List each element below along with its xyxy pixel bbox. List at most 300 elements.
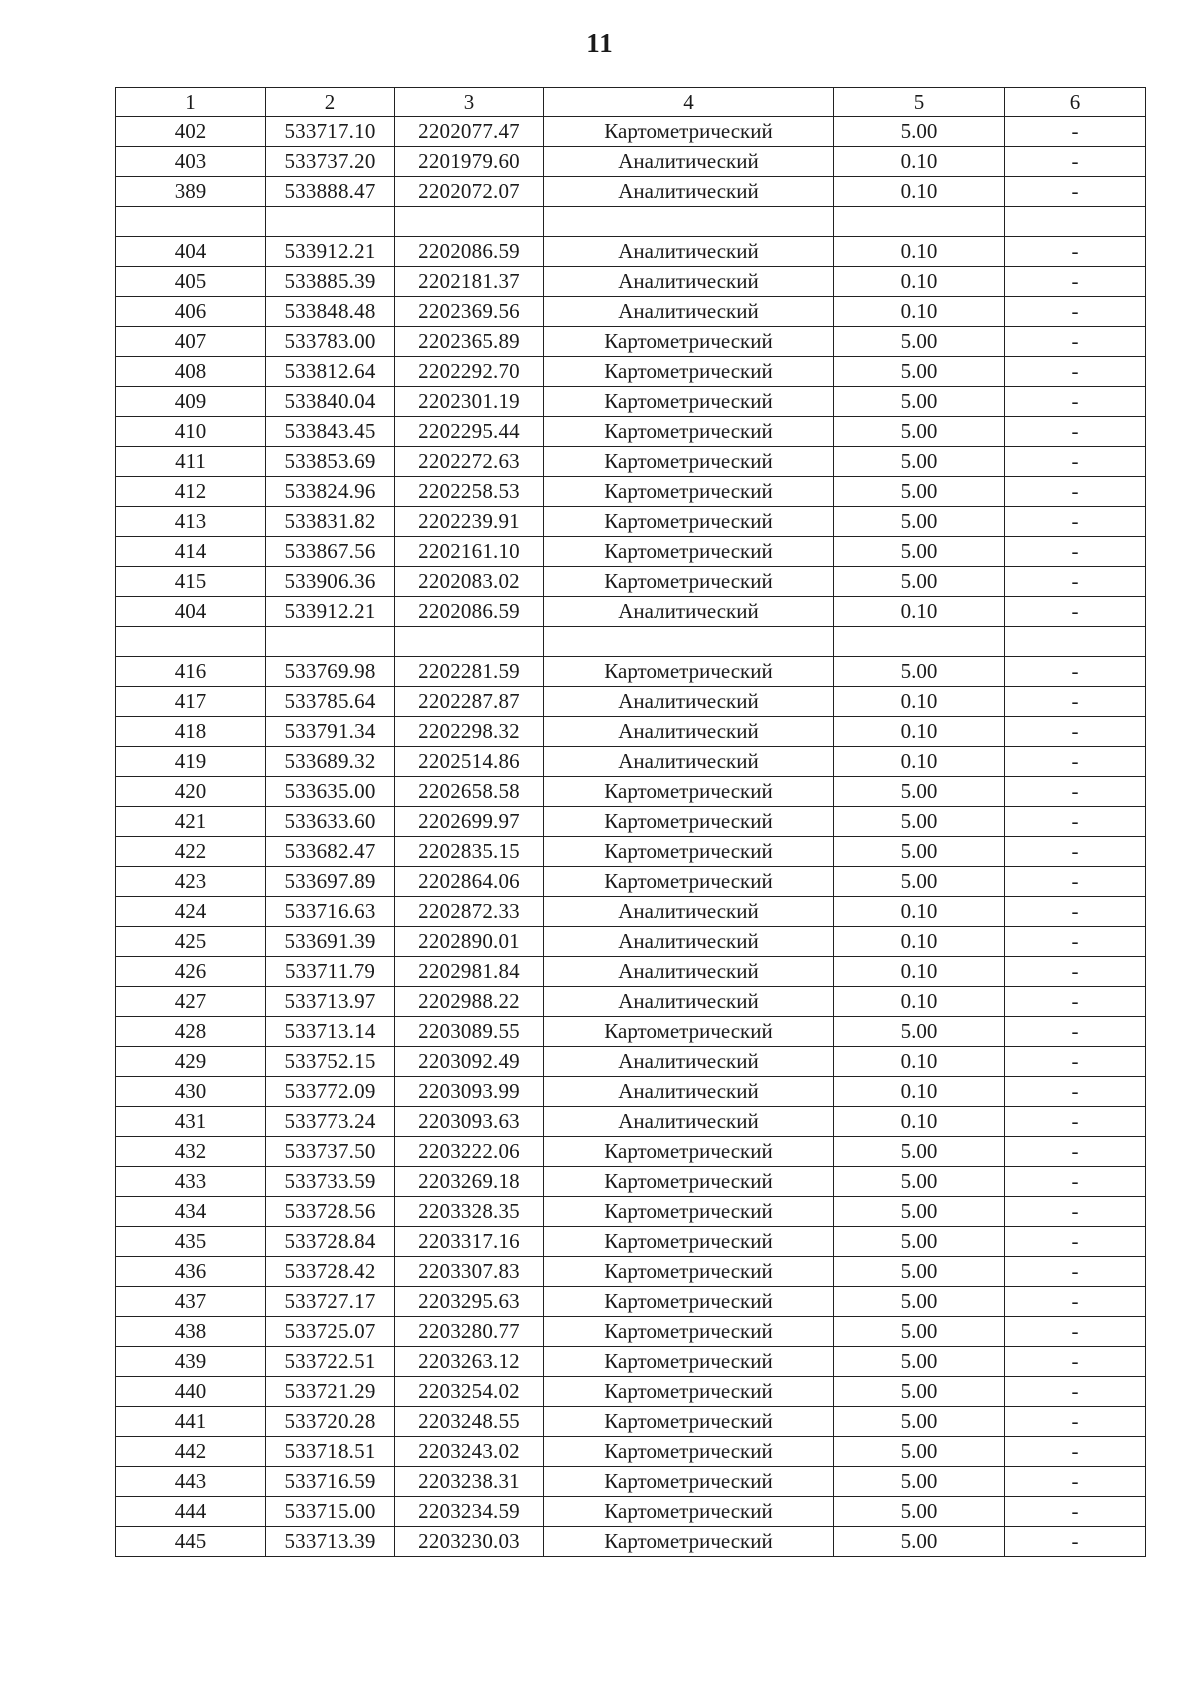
cell-col-1 bbox=[116, 627, 266, 657]
cell-col-6 bbox=[1005, 627, 1146, 657]
cell-col-4: Картометрический bbox=[544, 1467, 834, 1497]
cell-col-1: 408 bbox=[116, 357, 266, 387]
cell-col-3: 2203093.63 bbox=[395, 1107, 544, 1137]
cell-col-5: 0.10 bbox=[834, 957, 1005, 987]
cell-col-2: 533783.00 bbox=[266, 327, 395, 357]
cell-col-3: 2202864.06 bbox=[395, 867, 544, 897]
cell-col-1: 424 bbox=[116, 897, 266, 927]
cell-col-6: - bbox=[1005, 1467, 1146, 1497]
table-row bbox=[116, 747, 1146, 777]
table-row bbox=[116, 1407, 1146, 1437]
cell-col-1: 409 bbox=[116, 387, 266, 417]
cell-col-2: 533773.24 bbox=[266, 1107, 395, 1137]
table-row bbox=[116, 777, 1146, 807]
coordinates-table bbox=[115, 87, 1146, 1557]
table-row bbox=[116, 537, 1146, 567]
cell-col-2: 533717.10 bbox=[266, 117, 395, 147]
cell-col-3: 2202292.70 bbox=[395, 357, 544, 387]
cell-col-2: 533912.21 bbox=[266, 237, 395, 267]
cell-col-4: Аналитический bbox=[544, 717, 834, 747]
cell-col-1: 433 bbox=[116, 1167, 266, 1197]
cell-col-1: 428 bbox=[116, 1017, 266, 1047]
cell-col-5: 0.10 bbox=[834, 717, 1005, 747]
cell-col-4: Аналитический bbox=[544, 267, 834, 297]
cell-col-6: - bbox=[1005, 927, 1146, 957]
cell-col-1: 421 bbox=[116, 807, 266, 837]
table-row bbox=[116, 1017, 1146, 1047]
cell-col-4: Картометрический bbox=[544, 1287, 834, 1317]
cell-col-5: 5.00 bbox=[834, 567, 1005, 597]
cell-col-3: 2202295.44 bbox=[395, 417, 544, 447]
cell-col-3: 2202086.59 bbox=[395, 597, 544, 627]
cell-col-4: Аналитический bbox=[544, 897, 834, 927]
cell-col-6: - bbox=[1005, 717, 1146, 747]
cell-col-5: 5.00 bbox=[834, 837, 1005, 867]
cell-col-6: - bbox=[1005, 1077, 1146, 1107]
cell-col-3: 2203222.06 bbox=[395, 1137, 544, 1167]
cell-col-6: - bbox=[1005, 597, 1146, 627]
cell-col-6: - bbox=[1005, 1287, 1146, 1317]
cell-col-2: 533715.00 bbox=[266, 1497, 395, 1527]
cell-col-3: 2203263.12 bbox=[395, 1347, 544, 1377]
cell-col-5: 5.00 bbox=[834, 1347, 1005, 1377]
cell-col-6: - bbox=[1005, 867, 1146, 897]
cell-col-6: - bbox=[1005, 1017, 1146, 1047]
cell-col-2: 533885.39 bbox=[266, 267, 395, 297]
cell-col-3: 2202161.10 bbox=[395, 537, 544, 567]
cell-col-3: 2202872.33 bbox=[395, 897, 544, 927]
cell-col-2: 533906.36 bbox=[266, 567, 395, 597]
cell-col-4: Картометрический bbox=[544, 507, 834, 537]
cell-col-1: 425 bbox=[116, 927, 266, 957]
cell-col-4: Аналитический bbox=[544, 1077, 834, 1107]
cell-col-4: Аналитический bbox=[544, 987, 834, 1017]
cell-col-3: 2202298.32 bbox=[395, 717, 544, 747]
cell-col-3: 2202699.97 bbox=[395, 807, 544, 837]
cell-col-1: 405 bbox=[116, 267, 266, 297]
cell-col-1: 440 bbox=[116, 1377, 266, 1407]
cell-col-4: Картометрический bbox=[544, 837, 834, 867]
cell-col-1: 443 bbox=[116, 1467, 266, 1497]
cell-col-2: 533888.47 bbox=[266, 177, 395, 207]
cell-col-6: - bbox=[1005, 327, 1146, 357]
cell-col-1: 429 bbox=[116, 1047, 266, 1077]
cell-col-3: 2203248.55 bbox=[395, 1407, 544, 1437]
cell-col-3: 2202301.19 bbox=[395, 387, 544, 417]
cell-col-1: 413 bbox=[116, 507, 266, 537]
cell-col-2: 533697.89 bbox=[266, 867, 395, 897]
cell-col-4: Аналитический bbox=[544, 927, 834, 957]
table-row bbox=[116, 1287, 1146, 1317]
cell-col-3: 2202287.87 bbox=[395, 687, 544, 717]
cell-col-4 bbox=[544, 207, 834, 237]
cell-col-3: 2203328.35 bbox=[395, 1197, 544, 1227]
cell-col-2: 533737.20 bbox=[266, 147, 395, 177]
table-row bbox=[116, 1197, 1146, 1227]
cell-col-4: Картометрический bbox=[544, 387, 834, 417]
table-row bbox=[116, 867, 1146, 897]
cell-col-1: 436 bbox=[116, 1257, 266, 1287]
cell-col-2: 533812.64 bbox=[266, 357, 395, 387]
table-row bbox=[116, 957, 1146, 987]
cell-col-2: 533727.17 bbox=[266, 1287, 395, 1317]
cell-col-2 bbox=[266, 207, 395, 237]
cell-col-5: 0.10 bbox=[834, 987, 1005, 1017]
cell-col-2: 533716.59 bbox=[266, 1467, 395, 1497]
cell-col-5: 0.10 bbox=[834, 237, 1005, 267]
cell-col-2: 533728.42 bbox=[266, 1257, 395, 1287]
cell-col-3: 2202658.58 bbox=[395, 777, 544, 807]
cell-col-1: 427 bbox=[116, 987, 266, 1017]
cell-col-2: 533733.59 bbox=[266, 1167, 395, 1197]
cell-col-6: - bbox=[1005, 1497, 1146, 1527]
cell-col-1: 416 bbox=[116, 657, 266, 687]
table-row bbox=[116, 567, 1146, 597]
cell-col-4: Картометрический bbox=[544, 567, 834, 597]
cell-col-4: Картометрический bbox=[544, 1377, 834, 1407]
cell-col-3: 2202086.59 bbox=[395, 237, 544, 267]
cell-col-4: Аналитический bbox=[544, 597, 834, 627]
cell-col-1: 415 bbox=[116, 567, 266, 597]
cell-col-2: 533635.00 bbox=[266, 777, 395, 807]
cell-col-6: - bbox=[1005, 387, 1146, 417]
cell-col-1: 430 bbox=[116, 1077, 266, 1107]
cell-col-3: 2202077.47 bbox=[395, 117, 544, 147]
cell-col-4: Картометрический bbox=[544, 1497, 834, 1527]
cell-col-5: 0.10 bbox=[834, 897, 1005, 927]
cell-col-1: 438 bbox=[116, 1317, 266, 1347]
cell-col-4: Аналитический bbox=[544, 297, 834, 327]
cell-col-4: Картометрический bbox=[544, 1167, 834, 1197]
cell-col-6: - bbox=[1005, 417, 1146, 447]
cell-col-1: 418 bbox=[116, 717, 266, 747]
cell-col-4: Картометрический bbox=[544, 1017, 834, 1047]
cell-col-4: Аналитический bbox=[544, 237, 834, 267]
cell-col-6: - bbox=[1005, 1377, 1146, 1407]
cell-col-3: 2202281.59 bbox=[395, 657, 544, 687]
cell-col-1: 411 bbox=[116, 447, 266, 477]
column-header-5: 5 bbox=[834, 88, 1005, 117]
separator-row bbox=[116, 207, 1146, 237]
column-header-2: 2 bbox=[266, 88, 395, 117]
cell-col-6: - bbox=[1005, 447, 1146, 477]
cell-col-5: 5.00 bbox=[834, 1407, 1005, 1437]
cell-col-1: 410 bbox=[116, 417, 266, 447]
cell-col-4: Аналитический bbox=[544, 1107, 834, 1137]
header-row bbox=[116, 88, 1146, 117]
cell-col-4: Картометрический bbox=[544, 657, 834, 687]
cell-col-1: 435 bbox=[116, 1227, 266, 1257]
cell-col-3: 2203307.83 bbox=[395, 1257, 544, 1287]
cell-col-1: 431 bbox=[116, 1107, 266, 1137]
cell-col-4: Картометрический bbox=[544, 1347, 834, 1377]
cell-col-6: - bbox=[1005, 267, 1146, 297]
cell-col-5: 5.00 bbox=[834, 1527, 1005, 1557]
cell-col-3: 2203230.03 bbox=[395, 1527, 544, 1557]
cell-col-5: 5.00 bbox=[834, 807, 1005, 837]
cell-col-5: 5.00 bbox=[834, 1167, 1005, 1197]
cell-col-5: 0.10 bbox=[834, 687, 1005, 717]
cell-col-3: 2203238.31 bbox=[395, 1467, 544, 1497]
cell-col-2: 533728.84 bbox=[266, 1227, 395, 1257]
cell-col-6: - bbox=[1005, 957, 1146, 987]
cell-col-2: 533867.56 bbox=[266, 537, 395, 567]
table-row bbox=[116, 1377, 1146, 1407]
cell-col-6: - bbox=[1005, 1407, 1146, 1437]
table-row bbox=[116, 117, 1146, 147]
cell-col-1: 439 bbox=[116, 1347, 266, 1377]
cell-col-5: 0.10 bbox=[834, 1077, 1005, 1107]
column-header-4: 4 bbox=[544, 88, 834, 117]
page-number: 11 bbox=[586, 28, 614, 58]
cell-col-5: 0.10 bbox=[834, 927, 1005, 957]
cell-col-1: 441 bbox=[116, 1407, 266, 1437]
cell-col-6: - bbox=[1005, 1047, 1146, 1077]
cell-col-2: 533840.04 bbox=[266, 387, 395, 417]
cell-col-1: 404 bbox=[116, 597, 266, 627]
table-row bbox=[116, 447, 1146, 477]
cell-col-2 bbox=[266, 627, 395, 657]
cell-col-5: 5.00 bbox=[834, 1257, 1005, 1287]
cell-col-4: Аналитический bbox=[544, 747, 834, 777]
table-row bbox=[116, 657, 1146, 687]
cell-col-3: 2202988.22 bbox=[395, 987, 544, 1017]
cell-col-3: 2201979.60 bbox=[395, 147, 544, 177]
cell-col-4: Аналитический bbox=[544, 147, 834, 177]
cell-col-3: 2202272.63 bbox=[395, 447, 544, 477]
cell-col-5: 5.00 bbox=[834, 1137, 1005, 1167]
table-row bbox=[116, 327, 1146, 357]
cell-col-6: - bbox=[1005, 1437, 1146, 1467]
cell-col-6: - bbox=[1005, 537, 1146, 567]
cell-col-6: - bbox=[1005, 777, 1146, 807]
cell-col-3: 2202890.01 bbox=[395, 927, 544, 957]
table-row bbox=[116, 357, 1146, 387]
cell-col-5: 0.10 bbox=[834, 297, 1005, 327]
table-row bbox=[116, 1077, 1146, 1107]
table-row bbox=[116, 717, 1146, 747]
cell-col-1 bbox=[116, 207, 266, 237]
cell-col-4: Аналитический bbox=[544, 957, 834, 987]
cell-col-5: 5.00 bbox=[834, 537, 1005, 567]
table-row bbox=[116, 477, 1146, 507]
cell-col-4: Картометрический bbox=[544, 117, 834, 147]
cell-col-6: - bbox=[1005, 1317, 1146, 1347]
cell-col-6: - bbox=[1005, 1197, 1146, 1227]
cell-col-1: 404 bbox=[116, 237, 266, 267]
cell-col-5: 5.00 bbox=[834, 1017, 1005, 1047]
cell-col-1: 420 bbox=[116, 777, 266, 807]
cell-col-1: 423 bbox=[116, 867, 266, 897]
table-row bbox=[116, 1137, 1146, 1167]
cell-col-6: - bbox=[1005, 897, 1146, 927]
cell-col-5: 5.00 bbox=[834, 1437, 1005, 1467]
cell-col-2: 533785.64 bbox=[266, 687, 395, 717]
cell-col-4: Картометрический bbox=[544, 1257, 834, 1287]
cell-col-2: 533720.28 bbox=[266, 1407, 395, 1437]
cell-col-1: 445 bbox=[116, 1527, 266, 1557]
cell-col-3: 2202258.53 bbox=[395, 477, 544, 507]
cell-col-5: 5.00 bbox=[834, 1377, 1005, 1407]
cell-col-6: - bbox=[1005, 1527, 1146, 1557]
cell-col-6: - bbox=[1005, 477, 1146, 507]
table-row bbox=[116, 267, 1146, 297]
cell-col-6: - bbox=[1005, 567, 1146, 597]
cell-col-6: - bbox=[1005, 147, 1146, 177]
table-row bbox=[116, 1107, 1146, 1137]
cell-col-3: 2203280.77 bbox=[395, 1317, 544, 1347]
cell-col-6: - bbox=[1005, 507, 1146, 537]
cell-col-2: 533912.21 bbox=[266, 597, 395, 627]
cell-col-4: Картометрический bbox=[544, 1227, 834, 1257]
cell-col-4: Картометрический bbox=[544, 1437, 834, 1467]
cell-col-4: Картометрический bbox=[544, 1407, 834, 1437]
cell-col-3: 2202072.07 bbox=[395, 177, 544, 207]
cell-col-3: 2202981.84 bbox=[395, 957, 544, 987]
cell-col-2: 533713.14 bbox=[266, 1017, 395, 1047]
cell-col-3: 2202514.86 bbox=[395, 747, 544, 777]
cell-col-5: 5.00 bbox=[834, 1317, 1005, 1347]
cell-col-1: 444 bbox=[116, 1497, 266, 1527]
table-row bbox=[116, 1467, 1146, 1497]
table-row bbox=[116, 897, 1146, 927]
cell-col-3: 2203093.99 bbox=[395, 1077, 544, 1107]
cell-col-6: - bbox=[1005, 687, 1146, 717]
table-row bbox=[116, 1317, 1146, 1347]
table-row bbox=[116, 177, 1146, 207]
cell-col-5: 5.00 bbox=[834, 1227, 1005, 1257]
cell-col-5: 0.10 bbox=[834, 1107, 1005, 1137]
cell-col-1: 434 bbox=[116, 1197, 266, 1227]
cell-col-5: 5.00 bbox=[834, 777, 1005, 807]
cell-col-6: - bbox=[1005, 1347, 1146, 1377]
cell-col-5: 5.00 bbox=[834, 1467, 1005, 1497]
cell-col-2: 533711.79 bbox=[266, 957, 395, 987]
cell-col-3: 2202369.56 bbox=[395, 297, 544, 327]
cell-col-2: 533769.98 bbox=[266, 657, 395, 687]
table-row bbox=[116, 1437, 1146, 1467]
column-header-3: 3 bbox=[395, 88, 544, 117]
cell-col-2: 533721.29 bbox=[266, 1377, 395, 1407]
cell-col-1: 403 bbox=[116, 147, 266, 177]
cell-col-5: 5.00 bbox=[834, 1197, 1005, 1227]
separator-row bbox=[116, 627, 1146, 657]
cell-col-5: 5.00 bbox=[834, 1287, 1005, 1317]
cell-col-1: 437 bbox=[116, 1287, 266, 1317]
cell-col-3: 2203254.02 bbox=[395, 1377, 544, 1407]
table-row bbox=[116, 927, 1146, 957]
cell-col-4: Картометрический bbox=[544, 777, 834, 807]
cell-col-6: - bbox=[1005, 807, 1146, 837]
cell-col-3: 2202181.37 bbox=[395, 267, 544, 297]
cell-col-6: - bbox=[1005, 1257, 1146, 1287]
cell-col-6: - bbox=[1005, 1227, 1146, 1257]
column-header-6: 6 bbox=[1005, 88, 1146, 117]
table-row bbox=[116, 837, 1146, 867]
cell-col-2: 533824.96 bbox=[266, 477, 395, 507]
cell-col-4: Картометрический bbox=[544, 867, 834, 897]
cell-col-5: 5.00 bbox=[834, 867, 1005, 897]
cell-col-1: 414 bbox=[116, 537, 266, 567]
cell-col-2: 533853.69 bbox=[266, 447, 395, 477]
cell-col-1: 406 bbox=[116, 297, 266, 327]
cell-col-2: 533713.97 bbox=[266, 987, 395, 1017]
cell-col-6: - bbox=[1005, 1167, 1146, 1197]
cell-col-2: 533728.56 bbox=[266, 1197, 395, 1227]
cell-col-2: 533689.32 bbox=[266, 747, 395, 777]
cell-col-4 bbox=[544, 627, 834, 657]
cell-col-2: 533682.47 bbox=[266, 837, 395, 867]
cell-col-3: 2202239.91 bbox=[395, 507, 544, 537]
column-header-1: 1 bbox=[116, 88, 266, 117]
cell-col-3: 2203234.59 bbox=[395, 1497, 544, 1527]
cell-col-1: 442 bbox=[116, 1437, 266, 1467]
cell-col-5: 0.10 bbox=[834, 747, 1005, 777]
cell-col-2: 533722.51 bbox=[266, 1347, 395, 1377]
table-row bbox=[116, 1167, 1146, 1197]
cell-col-2: 533725.07 bbox=[266, 1317, 395, 1347]
cell-col-2: 533716.63 bbox=[266, 897, 395, 927]
cell-col-2: 533772.09 bbox=[266, 1077, 395, 1107]
cell-col-6 bbox=[1005, 207, 1146, 237]
cell-col-3: 2202083.02 bbox=[395, 567, 544, 597]
cell-col-4: Картометрический bbox=[544, 1197, 834, 1227]
cell-col-1: 412 bbox=[116, 477, 266, 507]
cell-col-2: 533718.51 bbox=[266, 1437, 395, 1467]
cell-col-5: 5.00 bbox=[834, 117, 1005, 147]
table-row bbox=[116, 297, 1146, 327]
cell-col-6: - bbox=[1005, 357, 1146, 387]
table-header bbox=[116, 88, 1146, 117]
table-row bbox=[116, 1227, 1146, 1257]
cell-col-2: 533752.15 bbox=[266, 1047, 395, 1077]
table-row bbox=[116, 237, 1146, 267]
cell-col-5: 5.00 bbox=[834, 657, 1005, 687]
table-row bbox=[116, 1047, 1146, 1077]
cell-col-5 bbox=[834, 627, 1005, 657]
cell-col-5: 0.10 bbox=[834, 1047, 1005, 1077]
cell-col-5: 5.00 bbox=[834, 327, 1005, 357]
cell-col-4: Аналитический bbox=[544, 687, 834, 717]
cell-col-3: 2203317.16 bbox=[395, 1227, 544, 1257]
cell-col-4: Картометрический bbox=[544, 327, 834, 357]
table-row bbox=[116, 987, 1146, 1017]
table-row bbox=[116, 597, 1146, 627]
cell-col-5: 5.00 bbox=[834, 387, 1005, 417]
cell-col-4: Картометрический bbox=[544, 417, 834, 447]
cell-col-5: 5.00 bbox=[834, 447, 1005, 477]
cell-col-6: - bbox=[1005, 1137, 1146, 1167]
cell-col-6: - bbox=[1005, 237, 1146, 267]
cell-col-2: 533713.39 bbox=[266, 1527, 395, 1557]
cell-col-4: Картометрический bbox=[544, 537, 834, 567]
cell-col-1: 407 bbox=[116, 327, 266, 357]
table-row bbox=[116, 147, 1146, 177]
table-body bbox=[116, 117, 1146, 1557]
cell-col-3 bbox=[395, 207, 544, 237]
cell-col-3: 2203089.55 bbox=[395, 1017, 544, 1047]
cell-col-6: - bbox=[1005, 1107, 1146, 1137]
cell-col-4: Картометрический bbox=[544, 357, 834, 387]
cell-col-6: - bbox=[1005, 117, 1146, 147]
cell-col-4: Аналитический bbox=[544, 177, 834, 207]
cell-col-3: 2203295.63 bbox=[395, 1287, 544, 1317]
cell-col-2: 533633.60 bbox=[266, 807, 395, 837]
cell-col-1: 402 bbox=[116, 117, 266, 147]
cell-col-3: 2203243.02 bbox=[395, 1437, 544, 1467]
cell-col-3: 2202365.89 bbox=[395, 327, 544, 357]
cell-col-3 bbox=[395, 627, 544, 657]
